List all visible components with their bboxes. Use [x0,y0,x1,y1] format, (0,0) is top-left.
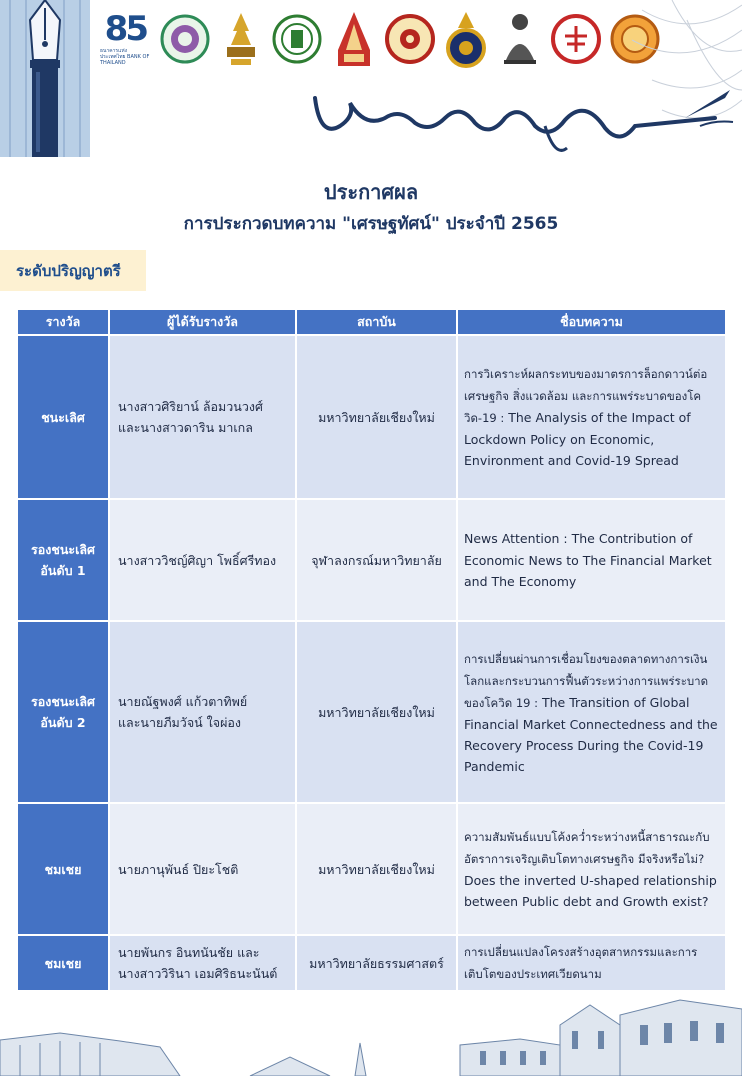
winner-name: และนางสาวดาริน มาเกล [118,420,253,435]
column-header-award: รางวัล [18,310,108,334]
building-skyline-illustration [0,995,742,1076]
award-cell: ชนะเลิศ [18,336,108,498]
winner-name: นายภานุพันธ์ ปิยะโชติ [118,861,239,877]
article-title-english: Does the inverted U-shaped relationship between Public debt and Growth exist? [464,873,717,909]
article-title-english: The Analysis of the Impact of Lockdown Policy on Economic, Environment and Covid-19 Spread [464,410,691,468]
announcement-subtitle: การประกวดบทความ "เศรษฐทัศน์" ประจำปี 2565 [183,214,559,234]
winners-cell [110,804,295,934]
university-seal-temple-icon [331,10,376,68]
article-title-cell [458,500,725,620]
article-title-thai: ความสัมพันธ์แบบโค้งคว่ำระหว่างหนี้สาธารณะกับอัตราการเจริญเติบโตทางเศรษฐกิจ มีจริงหรือไม่? [464,830,710,866]
article-title-thai: การเปลี่ยนผ่านการเชื่อมโยงของตลาดทางการเงินโลกและกระบวนการฟื้นตัวระหว่างการแพร่ระบาดของโควิด 19 : [464,651,709,710]
winner-name: นางสาวศิริยาน์ ล้อมวนวงศ์ [118,399,263,414]
project-script-logo [305,78,735,160]
announcement-title: ประกาศผล [323,180,419,204]
institution-cell: มหาวิทยาลัยเชียงใหม่ [297,336,456,498]
fountain-pen-illustration [0,0,90,157]
winner-name: และนายภีมวัจน์ ใจผ่อง [118,715,242,730]
award-cell: ชมเชย [18,804,108,934]
table-header-row [18,310,725,334]
level-badge: ระดับปริญญาตรี [0,250,146,291]
award-cell: รองชนะเลิศ อันดับ 2 [18,622,108,802]
institution-cell: จุฬาลงกรณ์มหาวิทยาลัย [297,500,456,620]
winner-name: นางสาววิชญ์ศิญา โพธิ์ศรีทอง [118,552,277,568]
article-title-thai: การเปลี่ยนแปลงโครงสร้างอุตสาหกรรมและการเติบโตของประเทศเวียดนาม [464,945,698,981]
university-seal-crown-icon [219,10,264,68]
table-row [18,622,725,802]
award-cell: ชมเชย [18,936,108,990]
article-title-cell [458,936,725,990]
institution-cell: มหาวิทยาลัยธรรมศาสตร์ [297,936,456,990]
table-row [18,804,725,934]
anniversary-number: 85 [104,9,146,49]
column-header-winners: ผู้ได้รับรางวัล [110,310,295,334]
winners-cell [110,936,295,990]
article-title-cell [458,336,725,498]
winner-name: นางสาววิรินา เอมศิริธนะนันต์ [118,966,278,981]
university-seal-gold-icon [444,10,489,68]
winner-name: นายพันกร อินทนันชัย และ [118,945,260,960]
column-header-institution: สถาบัน [297,310,456,334]
university-seal-buddha-icon [497,10,542,68]
awards-table [16,308,727,992]
winners-cell [110,500,295,620]
article-title-english: News Attention : The Contribution of Economic News to The Financial Market and The Economy [464,531,712,589]
bank-caption: ธนาคารแห่งประเทศไทย BANK OF THAILAND [100,48,150,66]
university-seal-green-icon [272,10,322,68]
article-title-cell [458,622,725,802]
partner-logos [100,6,660,72]
article-title-cell [458,804,725,934]
column-header-title: ชื่อบทความ [458,310,725,334]
winner-name: นายณัฐพงศ์ แก้วตาทิพย์ [118,694,248,709]
winners-cell [110,622,295,802]
university-seal-elephant-icon [160,10,210,68]
table-row [18,500,725,620]
university-seal-red-icon [551,10,601,68]
article-title-thai: การวิเคราะห์ผลกระทบของมาตรการล็อกดาวน์ต่อเศรษฐกิจ สิ่งแวดล้อม และการแพร่ระบาดของโควิด-19 : [464,367,708,425]
article-title-english: The Transition of Global Financial Market Connectedness and the Recovery Process During the Covid-19 Pandemic [464,694,718,774]
bank-of-thailand-anniversary-logo [100,10,151,68]
winners-cell [110,336,295,498]
table-row [18,336,725,498]
institution-cell: มหาวิทยาลัยเชียงใหม่ [297,622,456,802]
table-row [18,936,725,990]
award-cell: รองชนะเลิศ อันดับ 1 [18,500,108,620]
institution-cell: มหาวิทยาลัยเชียงใหม่ [297,804,456,934]
university-seal-wheel-icon [385,10,435,68]
